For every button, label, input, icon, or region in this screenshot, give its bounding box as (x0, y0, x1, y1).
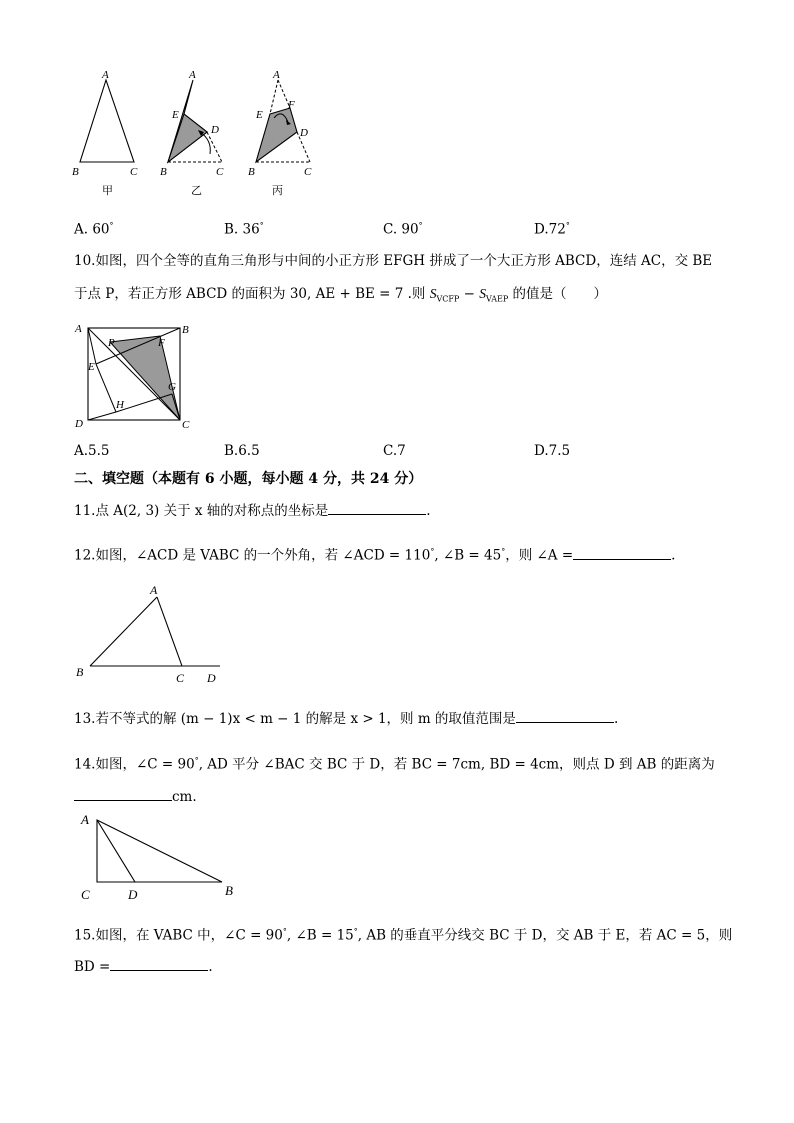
label-B: B (225, 883, 233, 898)
label-D: D (128, 887, 138, 902)
q11-answer-blank[interactable] (328, 500, 426, 515)
q9-option-b: B. 36° (224, 221, 264, 238)
q15-line2: BD = . (74, 956, 213, 976)
figure-yi (160, 69, 224, 197)
q14-answer-blank[interactable] (74, 786, 172, 801)
q12-answer-blank[interactable] (573, 545, 671, 560)
label-B: B (72, 166, 79, 178)
label-D: D (75, 418, 83, 430)
q14-line1: 14.如图，∠C = 90°, AD 平分 ∠BAC 交 BC 于 D，若 BC = 7cm, BD = 4cm，则点 D 到 AB 的距离为 (74, 756, 715, 773)
label-B: B (248, 166, 255, 178)
caption-yi: 乙 (191, 184, 202, 197)
label-E: E (256, 109, 263, 121)
figure-jia (72, 69, 138, 197)
q10-line1: 10.如图，四个全等的直角三角形与中间的小正方形 EFGH 拼成了一个大正方形 ABCD，连结 AC，交 BE (74, 253, 713, 269)
q9-option-a: A. 60° (74, 221, 114, 238)
label-A: A (75, 323, 82, 335)
label-E: E (88, 361, 95, 373)
q10-figure (70, 318, 200, 433)
q10-option-a: A.5.5 (74, 443, 110, 459)
label-A: A (102, 69, 109, 81)
label-B: B (182, 324, 189, 336)
caption-jia: 甲 (102, 184, 113, 197)
label-C: C (182, 419, 190, 431)
label-C: C (304, 166, 312, 178)
q11-text: 11.点 A(2, 3) 关于 x 轴的对称点的坐标是 . (74, 500, 431, 520)
q10-option-b: B.6.5 (224, 443, 260, 459)
label-F: F (158, 337, 165, 349)
q14-figure (70, 808, 245, 903)
label-C: C (176, 671, 185, 685)
q14-line2: cm. (74, 786, 197, 806)
label-D: D (207, 671, 216, 685)
label-B: B (76, 665, 84, 679)
label-C: C (130, 166, 138, 178)
label-B: B (160, 166, 167, 178)
q10-line2: 于点 P，若正方形 ABCD 的面积为 30, AE + BE = 7 .则 $S_{VCFP} - S_{VAEP}$ 的值是（ ） (74, 286, 607, 304)
figure-bing (248, 69, 312, 197)
label-A: A (81, 812, 89, 827)
label-A: A (273, 69, 280, 81)
label-G: G (168, 381, 176, 393)
q9-option-d: D.72° (534, 221, 570, 238)
label-C: C (216, 166, 224, 178)
section-title: 二、填空题（本题有 6 小题，每小题 4 分，共 24 分） (74, 471, 423, 487)
q9-figures (60, 62, 330, 202)
q13-text: 13.若不等式的解 (m − 1)x < m − 1 的解是 x > 1，则 m 的取值范围是 . (74, 708, 618, 728)
q12-figure (70, 578, 235, 688)
q12-text: 12.如图，∠ACD 是 VABC 的一个外角，若 ∠ACD = 110°, ∠B = 45°，则 ∠A = . (74, 543, 675, 565)
label-H: H (116, 399, 124, 411)
label-D: D (300, 127, 308, 139)
label-P: P (108, 337, 115, 349)
q15-line1: 15.如图，在 VABC 中，∠C = 90°, ∠B = 15°, AB 的垂直平分线交 BC 于 D，交 AB 于 E，若 AC = 5，则 (74, 927, 733, 944)
label-A: A (150, 583, 158, 597)
label-D: D (211, 124, 219, 136)
label-A: A (189, 69, 196, 81)
label-C: C (81, 887, 90, 902)
label-F: F (288, 99, 295, 111)
q10-option-d: D.7.5 (534, 443, 571, 459)
caption-bing: 丙 (272, 184, 283, 197)
q13-answer-blank[interactable] (516, 708, 614, 723)
q15-answer-blank[interactable] (110, 956, 208, 971)
q9-option-c: C. 90° (383, 221, 423, 238)
label-E: E (172, 109, 179, 121)
q10-option-c: C.7 (383, 443, 406, 459)
